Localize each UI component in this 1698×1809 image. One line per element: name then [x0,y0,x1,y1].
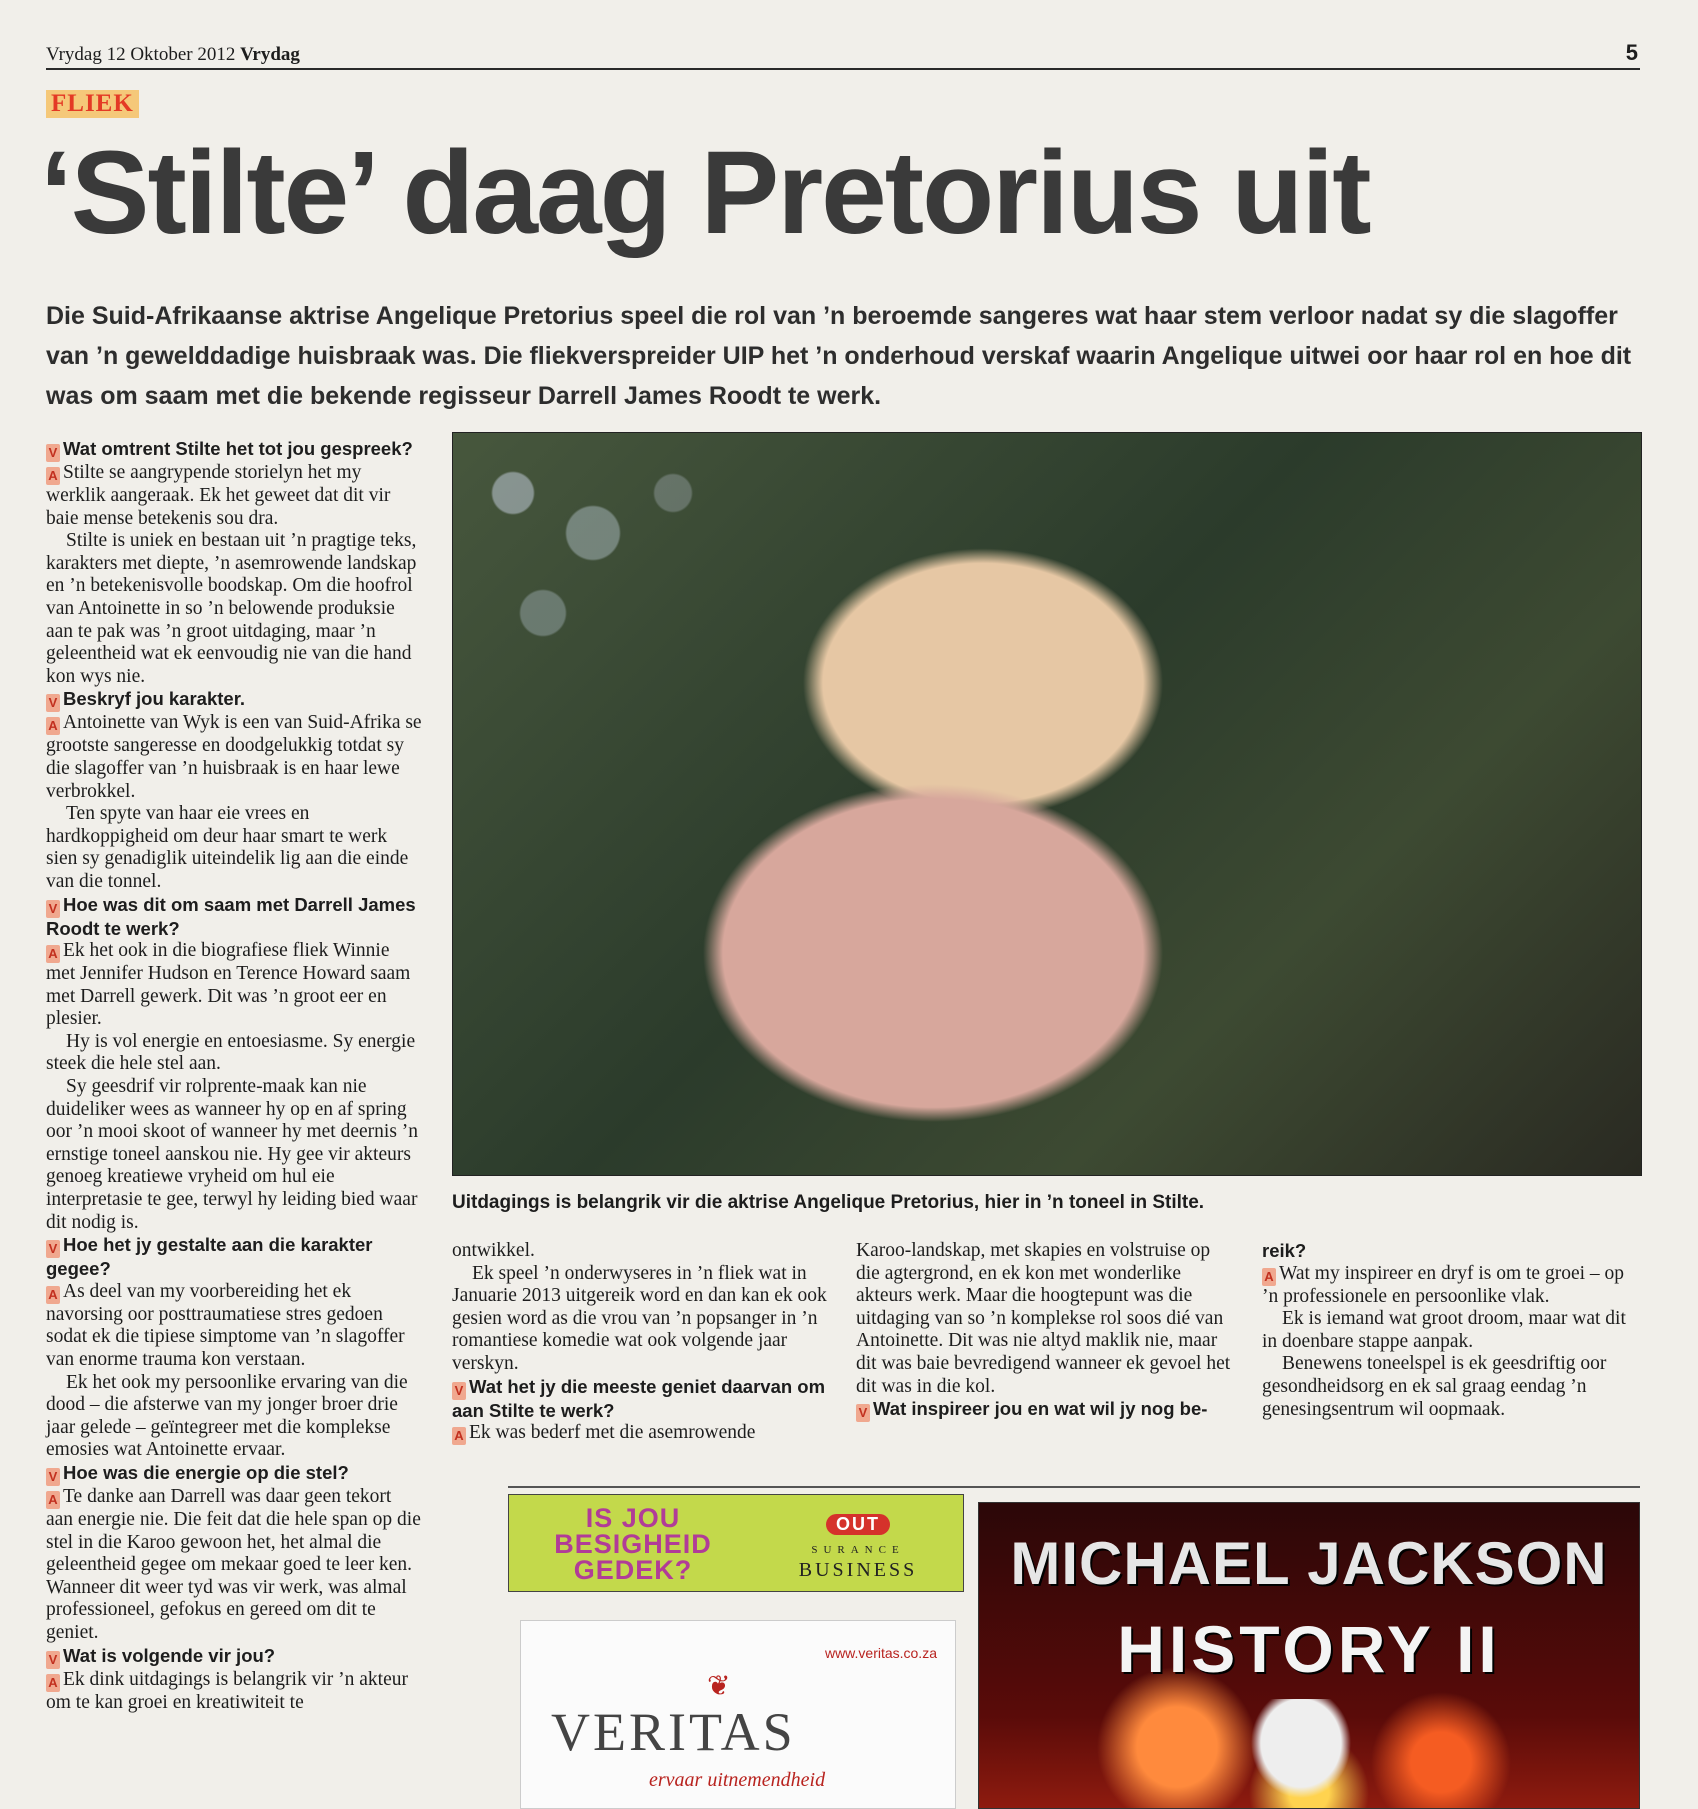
interview-answer: A Stilte se aangrypende storielyn het my werklik aangeraak. Ek het geweet dat dit vir baie mense betekenis sou dra. [46,462,391,529]
question-marker: V [46,1651,60,1669]
interview-question: V Wat is volgende vir jou? [46,1645,422,1669]
interview-question: V Hoe het jy gestalte aan die karakter gegee? [46,1234,373,1280]
interview-question: V Wat omtrent Stilte het tot jou gespreek? [46,438,422,462]
question-marker: V [856,1404,870,1422]
issue-date: Vrydag 12 Oktober 2012 Vrydag [46,44,300,65]
mj-performer-image [1241,1699,1361,1809]
interview-answer: A Antoinette van Wyk is een van Suid-Afrika se grootste sangeresse en doodgelukkig totdat sy die slagoffer van ’n huisbraak is en haar lewe verbrokkel. [46,712,422,802]
body-paragraph: Ek is iemand wat groot droom, maar wat dit in doenbare stappe aanpak. [1262,1308,1626,1352]
ad-divider [508,1486,1640,1488]
answer-marker: A [452,1427,466,1445]
outsurance-logo: OUT SURANCE BUSINESS [798,1514,918,1581]
answer-marker: A [46,1491,60,1509]
photo-caption: Uitdagings is belangrik vir die aktrise Angelique Pretorius, hier in ’n toneel in Stilte. [452,1192,1205,1213]
outsurance-ad[interactable] [508,1494,964,1592]
body-paragraph: Benewens toneelspel is ek geesdriftig oor gesondheidsorg en ek sal graag eendag ’n genesingsentrum wil oopmaak. [1262,1353,1607,1420]
question-marker: V [46,900,60,918]
veritas-flower-icon: ❦ [707,1671,731,1702]
actress-photo [452,432,1642,1176]
body-paragraph: Stilte is uniek en bestaan uit ’n pragtige teks, karakters met diepte, ’n asemrowende landskap en ’n betekenisvolle boodskap. Om die hoofrol van Antoinette in so ’n belowende produksie aan te pak was ’n groot uitdaging, maar ’n geleentheid wat ek eenvoudig nie van die hand kon wys nie. [46,530,417,687]
body-paragraph: Ten spyte van haar eie vrees en hardkoppigheid om deur haar smart te werk sien sy genadiglik uiteindelik lig aan die einde van die tonnel. [46,803,409,892]
question-marker: V [46,444,60,462]
section-label: FLIEK [46,90,139,118]
veritas-name: VERITAS [551,1702,796,1762]
answer-marker: A [46,945,60,963]
veritas-slogan: ervaar uitnemendheid [649,1769,826,1791]
veritas-ad[interactable] [520,1620,956,1809]
interview-answer: A Ek dink uitdagings is belangrik vir ’n akteur om te kan groei en kreatiwiteit te [46,1668,408,1713]
body-paragraph: Hy is vol energie en entoesiasme. Sy energie steek die hele stel aan. [46,1030,416,1075]
article-column-1 [46,438,422,1714]
michael-jackson-ad[interactable] [978,1502,1640,1809]
mj-ad-subtitle: HISTORY II [1117,1612,1501,1686]
answer-marker: A [46,467,60,485]
interview-answer: A Wat my inspireer en dryf is om te groei – op ’n professionele en persoonlike vlak. [1262,1262,1625,1307]
headline: ‘Stilte’ daag Pretorius uit [40,127,1370,259]
body-paragraph-continued: ontwikkel. [452,1240,535,1261]
body-paragraph: Ek speel ’n onderwyseres in ’n fliek wat in Januarie 2013 uitgereik word en dan kan ek ook gesien word as die vrou van ’n popsanger in ’n romantiese komedie wat ook volgende jaar verskyn. [452,1262,827,1374]
interview-question: V Hoe was dit om saam met Darrell James Roodt te werk? [46,893,416,939]
interview-answer: A As deel van my voorbereiding het ek navorsing oor posttraumatiese stres gedoen sodat ek die tipiese simptome van ’n slagoffer van enorme trauma kon verstaan. [46,1280,405,1370]
interview-answer: A Ek was bederf met die asemrowende [452,1422,828,1445]
intro-paragraph: Die Suid-Afrikaanse aktrise Angelique Pretorius speel die rol van ’n beroemde sangeres wat haar stem verloor nadat sy die slagoffer van ’n gewelddadige huisbraak was. Die fliekverspreider UIP het ’n onderhoud verskaf waarin Angelique uitwei oor haar rol en hoe dit was om saam met die bekende regisseur Darrell James Roodt te werk. [46,302,1632,410]
interview-question: reik? [1262,1240,1307,1261]
article-column-3 [856,1240,1232,1422]
veritas-url: www.veritas.co.za [824,1645,937,1661]
outsurance-tagline: IS JOU BESIGHEID GEDEK? [554,1503,712,1585]
question-marker: V [46,1240,60,1258]
interview-question: V Wat inspireer jou en wat wil jy nog be- [856,1398,1232,1422]
interview-question: V Hoe was die energie op die stel? [46,1462,422,1486]
answer-marker: A [46,717,60,735]
body-paragraph: Ek het ook my persoonlike ervaring van die dood – die afsterwe van my jonger broer drie jaar gelede – geïntegreer met die komplekse emosies wat Antoinette ervaar. [46,1371,408,1461]
mj-ad-title: MICHAEL JACKSON [1010,1530,1608,1597]
header-rule [46,68,1640,70]
body-paragraph: Sy geesdrif vir rolprente-maak kan nie duideliker wees as wanneer hy op en af spring oor ’n mooi skoot of wanneer hy met deernis ’n ernstige toneel aanskou nie. Hy gee vir akteurs genoeg kreatiewe vryheid om hul eie interpretasie te gee, terwyl hy leiding bied waar dit nodig is. [46,1076,419,1233]
body-paragraph-continued: Karoo-landskap, met skapies en volstruise op die agtergrond, en ek kon met wonderlike akteurs werk. Maar die hoogtepunt was die uitdaging van so ’n komplekse rol soos dié van Antoinette. Dit was nie altyd maklik nie, maar dit was baie bevredigend wanneer ek gevoel het dit was in die kol. [856,1240,1231,1397]
interview-question: V Beskryf jou karakter. [46,688,422,712]
answer-marker: A [46,1286,60,1304]
interview-answer: A Te danke aan Darrell was daar geen tekort aan energie nie. Die feit dat die hele span op die stel in die Karoo gewoon het, het almal die geleentheid gegee om mekaar goed te leer ken. Wanneer dit weer tyd was vir werk, was almal professioneel, gefokus en gereed om dit te geniet. [46,1485,421,1643]
answer-marker: A [46,1674,60,1692]
interview-question: V Wat het jy die meeste geniet daarvan om aan Stilte te werk? [452,1375,826,1421]
question-marker: V [46,1468,60,1486]
article-column-2 [452,1240,828,1445]
question-marker: V [452,1382,466,1400]
article-column-4 [1262,1240,1638,1421]
interview-answer: A Ek het ook in die biografiese fliek Winnie met Jennifer Hudson en Terence Howard saam met Darrell gewerk. Dit was ’n groot eer en plesier. [46,940,411,1030]
question-marker: V [46,694,60,712]
page-number: 5 [1625,40,1638,65]
answer-marker: A [1262,1268,1276,1286]
